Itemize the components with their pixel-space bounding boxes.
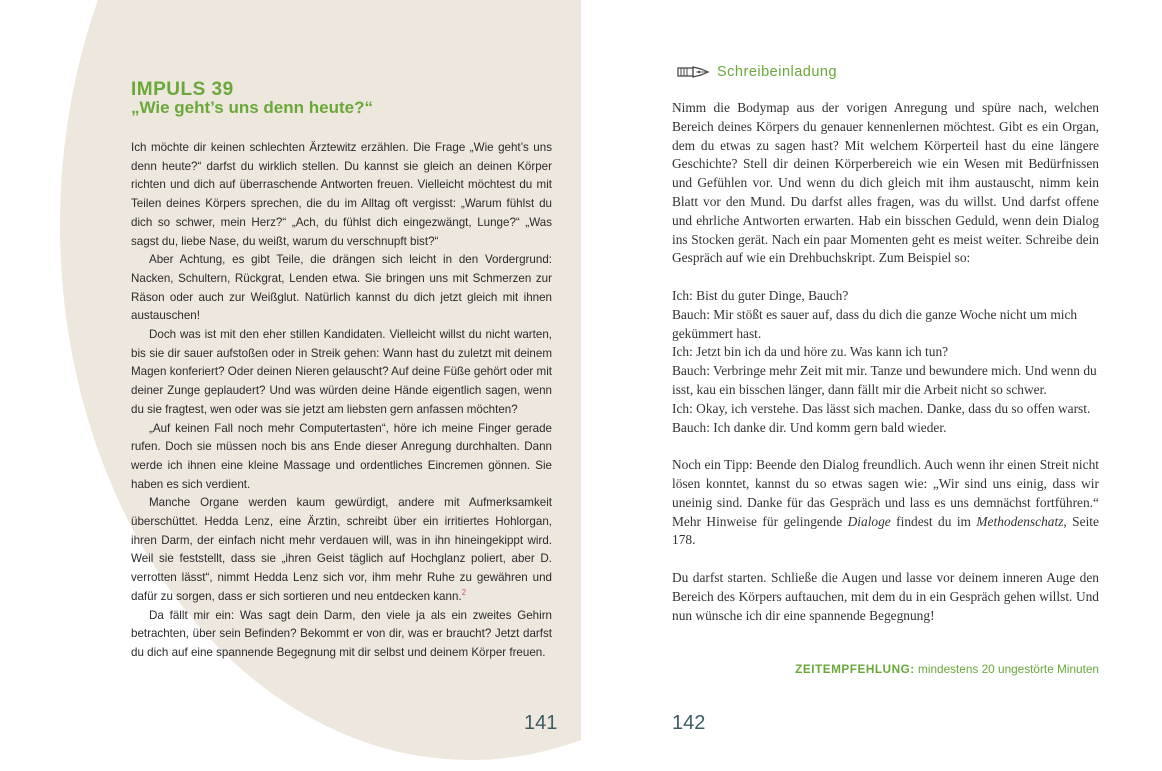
intro-paragraph: Nimm die Bodymap aus der vorigen Anregung und spüre nach, welchen Bereich deines Körpers du genauer kennenlernen möchtest. Gibt es ein Organ, dem du etwas zu sagen hast? Mit welchem Körperteil hast du eine längere Geschichte? Stell dir deinen Körperbereich wie ein Wesen mit Bedürfnissen und Gefühlen vor. Und wenn du dich gleich mit ihm austauscht, nimm kein Blatt vor den Mund. Du darfst alles fragen, was du willst. Und darfst offene und ehrliche Antworten erwarten. Hab ein bisschen Geduld, wenn dein Dialog ins Stocken gerät. Nach ein paar Momenten geht es meist weiter. Schreibe dein Gespräch auf wie ein Drehbuchskript. Zum Beispiel so: xyxy=(672,100,1099,266)
paragraph: Doch was ist mit den eher stillen Kandidaten. Vielleicht willst du nicht warten, bis sie dir sauer aufstoßen oder in Streik gehen: Wann hast du zuletzt mit deinem Magen konferiert? Oder deinen Nieren gelauscht? Auf deine Füße gehört oder mit deiner Zunge geplaudert? Und was würden deine Hände eigentlich sagen, wenn du sie fragtest, wen oder was sie jetzt am liebsten gern anfassen möchten? xyxy=(131,328,552,416)
paragraph: Aber Achtung, es gibt Teile, die drängen sich leicht in den Vordergrund: Nacken, Schultern, Rückgrat, Lenden etwa. Sie bringen uns mit Schmerzen zur Räson oder auch zur Weißglut. Natürlich kannst du dich jetzt gleich mit ihnen austauschen! xyxy=(131,253,552,323)
tip-text: Noch ein Tipp: Beende den Dialog freundlich. Auch wenn ihr einen Streit nicht lösen konntet, kannst du so etwas sagen wie: „Wir sind uns einig, dass wir uneinig sind. Danke für das Gespräch und lass es uns demnächst fortführen.“ Mehr Hinweise für gelingende xyxy=(672,457,1099,529)
recommendation-label: ZEITEMPFEHLUNG: xyxy=(795,662,915,676)
impuls-title: IMPULS 39 xyxy=(131,79,234,100)
dialogue-line: Bauch: Verbringe mehr Zeit mit mir. Tanze und bewundere mich. Und wenn du isst, kau ein bisschen länger, dann fällt mir die Arbeit nicht so schwer. xyxy=(672,363,1097,397)
section-header xyxy=(676,61,837,83)
paragraph-text: Manche Organe werden kaum gewürdigt, andere mit Aufmerksamkeit überschüttet. Hedda Lenz, eine Ärztin, schreibt über ein irritiertes Hohlorgan, ihren Darm, der einfach nicht mehr verdauen will, was in ihn hineingekippt wird. Weil sie feststellt, dass sie „ihren Geist täglich auf Hochglanz poliert, aber D. verrotten lässt“, nimmt Hedda Lenz sich vor, ihm mehr Ruhe zu gewähren und dafür zu sorgen, dass er sich sortieren und neu entdecken kann. xyxy=(131,496,552,603)
paragraph: Da fällt mir ein: Was sagt dein Darm, den viele ja als ein zweites Gehirn betrachten, über sein Befinden? Bekommt er von dir, was er braucht? Jetzt darfst du dich auf eine spannende Begegnung mit dir selbst und deinem Körper freuen. xyxy=(131,608,552,659)
dialogue-line: Ich: Bist du guter Dinge, Bauch? xyxy=(672,287,849,303)
dialogue-example xyxy=(672,287,1099,437)
dialogue-line: Bauch: Ich danke dir. Und komm gern bald wieder. xyxy=(672,419,947,435)
left-body-text xyxy=(131,139,552,663)
section-label: Schreibeinladung xyxy=(717,64,838,80)
footnote-reference[interactable]: 2 xyxy=(461,588,467,598)
impuls-subtitle: „Wie geht’s uns denn heute?“ xyxy=(131,98,373,117)
time-recommendation xyxy=(672,662,1099,676)
page-number: 142 xyxy=(672,712,706,734)
tip-italic-dialoge: Dialoge xyxy=(847,513,891,529)
tip-paragraph xyxy=(672,456,1099,550)
paragraph: Ich möchte dir keinen schlechten Ärztewitz erzählen. Die Frage „Wie geht’s uns denn heute?“ darfst du wirklich stellen. Du kannst sie gleich an deinen Körper richten und dich auf überraschende Antworten freuen. Vielleicht möchtest du mit Teilen deines Körpers sprechen, die du im Alltag oft vergisst: „Warum fühlst du dich so schwer, mein Herz?“ „Ach, du fühlst dich eingezwängt, Lunge?“ „Was sagst du, liebe Nase, du weißt, warum du verschnupft bist?“ xyxy=(131,141,552,248)
paragraph-with-footnote xyxy=(131,494,552,606)
dialogue-line: Ich: Okay, ich verstehe. Das lässt sich machen. Danke, dass du so offen warst. xyxy=(672,400,1091,416)
recommendation-value: mindestens 20 ungestörte Minuten xyxy=(918,662,1099,676)
fountain-pen-icon xyxy=(676,61,710,83)
tip-italic-methodenschatz: Methodenschatz xyxy=(976,513,1064,529)
tip-text: , Seite 178. xyxy=(672,513,1099,548)
tip-text: findest du im xyxy=(890,513,977,529)
closing-paragraph: Du darfst starten. Schließe die Augen und lasse vor deinem inneren Auge den Bereich des Körpers auftauchen, mit dem du in ein Gespräch gehen willst. Und nun wünsche ich dir eine spannende Begegnung! xyxy=(672,569,1099,623)
right-page xyxy=(581,0,1162,771)
right-body-text xyxy=(672,99,1099,644)
dialogue-line: Bauch: Mir stößt es sauer auf, dass du dich die ganze Woche nicht um mich gekümmert hast. xyxy=(672,306,1078,341)
page-number: 141 xyxy=(524,712,558,734)
paragraph: „Auf keinen Fall noch mehr Computertasten“, höre ich meine Finger gerade rufen. Doch sie müssen noch bis ans Ende dieser Anregung durchhalten. Dann werde ich ihnen eine kleine Massage und ordentliches Eincremen gönnen. Sie haben es sich verdient. xyxy=(131,421,552,491)
dialogue-line: Ich: Jetzt bin ich da und höre zu. Was kann ich tun? xyxy=(672,344,949,360)
